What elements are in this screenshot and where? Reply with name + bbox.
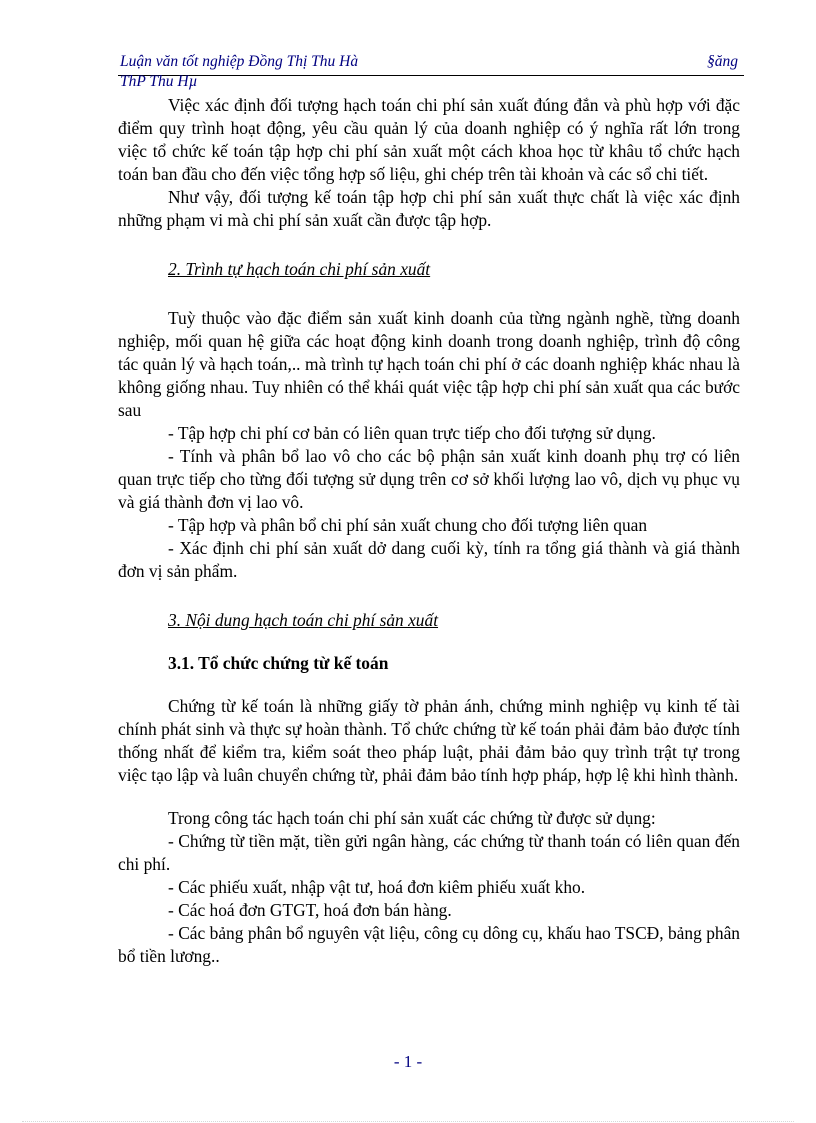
- bullet-3: - Tập hợp và phân bổ chi phí sản xuất chung cho đối tượng liên quan: [168, 515, 648, 535]
- header-left: Luận văn tốt nghiệp Đồng Thị Thu Hà: [120, 53, 359, 70]
- page-header: [120, 53, 738, 71]
- section-3-title: 3. Nội dung hạch toán chi phí sản xuất: [168, 610, 439, 630]
- document-item-2: - Các phiếu xuất, nhập vật tư, hoá đơn kiêm phiếu xuất kho.: [168, 877, 586, 897]
- paragraph-2: Như vậy, đối tượng kế toán tập hợp chi phí sản xuất thực chất là việc xác định những phạm vi mà chi phí sản xuất cần được tập hợp.: [118, 187, 740, 230]
- header-line-2: [120, 73, 738, 91]
- header-line-2-text: ThP Thu Hµ: [120, 73, 198, 90]
- subsection-3-1-heading: 3.1. Tổ chức chứng từ kế toán: [168, 653, 389, 673]
- header-right: §ăng: [707, 53, 738, 70]
- document-body: [118, 94, 740, 968]
- document-item-1: - Chứng từ tiền mặt, tiền gửi ngân hàng, các chứng từ thanh toán có liên quan đến chi phí.: [118, 831, 740, 874]
- paragraph-4: Chứng từ kế toán là những giấy tờ phản ánh, chứng minh nghiệp vụ kinh tế tài chính phát sinh và thực sự hoàn thành. Tổ chức chứng từ kế toán phải đảm bảo được tính thống nhất để kiểm tra, kiểm soát theo pháp luật, phải đảm bảo quy trình trật tự trong việc tạo lập và luân chuyển chứng từ, phải đảm bảo tính hợp pháp, hợp lệ khi hình thành.: [118, 696, 740, 785]
- paragraph-3: Tuỳ thuộc vào đặc điểm sản xuất kinh doanh của từng ngành nghề, từng doanh nghiệp, mối quan hệ giữa các hoạt động kinh doanh trong doanh nghiệp, trình độ công tác quản lý và hạch toán,.. mà trình tự hạch toán chi phí ở các doanh nghiệp khác nhau là không giống nhau. Tuy nhiên có thể khái quát việc tập hợp chi phí sản xuất qua các bước sau: [118, 308, 740, 420]
- section-2-title: 2. Trình tự hạch toán chi phí sản xuất: [168, 259, 431, 279]
- section-2-heading: [118, 258, 740, 281]
- document-item-4: - Các bảng phân bổ nguyên vật liệu, công cụ dông cụ, khấu hao TSCĐ, bảng phân bổ tiền lương..: [118, 923, 740, 966]
- page-bottom-border: [22, 1121, 794, 1122]
- page-number: - 1 -: [393, 1052, 423, 1071]
- paragraph-5: Trong công tác hạch toán chi phí sản xuất các chứng từ được sử dụng:: [168, 808, 656, 828]
- paragraph-1: Việc xác định đối tượng hạch toán chi phí sản xuất đúng đắn và phù hợp với đặc điểm quy trình hoạt động, yêu cầu quản lý của doanh nghiệp có ý nghĩa rất lớn trong việc tổ chức kế toán tập hợp chi phí sản xuất một cách khoa học từ khâu tổ chức hạch toán ban đầu cho đến việc tổng hợp số liệu, ghi chép trên tài khoản và các sổ chi tiết.: [118, 95, 740, 184]
- bullet-4: - Xác định chi phí sản xuất dở dang cuối kỳ, tính ra tổng giá thành và giá thành đơn vị sản phẩm.: [118, 538, 740, 581]
- document-item-3: - Các hoá đơn GTGT, hoá đơn bán hàng.: [168, 900, 452, 920]
- section-3-heading: [118, 609, 740, 632]
- bullet-1: - Tập hợp chi phí cơ bản có liên quan trực tiếp cho đối tượng sử dụng.: [168, 423, 656, 443]
- bullet-2: - Tính và phân bổ lao vô cho các bộ phận sản xuất kinh doanh phụ trợ có liên quan trực tiếp cho từng đối tượng sử dụng trên cơ sở khối lượng lao vô, dịch vụ phục vụ và giá thành đơn vị lao vô.: [118, 446, 740, 512]
